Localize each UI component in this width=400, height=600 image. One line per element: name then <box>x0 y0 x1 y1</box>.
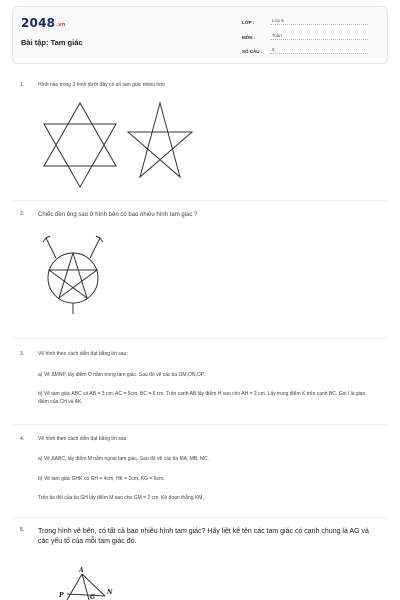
question-text: Chiếc đèn ông sao ở hình bên có bao nhiêu hình tam giác ? <box>38 212 198 218</box>
meta-value: Toán <box>270 33 368 40</box>
separator <box>12 200 388 201</box>
label-a: A <box>79 567 84 574</box>
meta-class <box>242 16 368 25</box>
question-number: 4. <box>20 436 25 442</box>
question-number: 1. <box>20 82 25 88</box>
question-text: Vẽ hình theo cách diễn đạt bằng lời sau: <box>38 351 128 357</box>
label-p: P <box>59 592 64 599</box>
meta-key: MÔN : <box>242 35 256 40</box>
site-logo[interactable] <box>21 16 66 30</box>
question-3-part-a: a) Vẽ ΔMNP, lấy điểm O nằm trong tam giác. Sau đó vẽ các tia OM,ON,OP. <box>38 372 205 378</box>
question-number: 5. <box>20 527 25 533</box>
label-g: G <box>90 594 96 600</box>
worksheet-title: Bài tập: Tam giác <box>21 38 83 47</box>
question-number: 3. <box>20 351 25 357</box>
question-number: 2. <box>20 211 25 217</box>
pentagram-lines <box>128 103 192 177</box>
lantern-circle <box>48 253 98 303</box>
pentagram-figure <box>125 100 195 180</box>
triangle-down <box>44 124 116 187</box>
segment-ap <box>67 574 82 600</box>
question-3-part-b: b) Vẽ tam giác ABC có AB = 3 cm, AC = 5cm, BC = 6 cm. Trên cạnh AB lấy điểm H sao cho AH = 2 cm. Lấy trung điểm K trên cạnh BC. Gọi I là giao điểm của CH và AK. <box>38 391 366 405</box>
meta-key: SỐ CÂU : <box>242 49 263 54</box>
question-text: Vẽ hình theo cách diễn đạt bằng lời sau: <box>38 436 128 442</box>
separator <box>12 424 388 425</box>
logo-main: 2048 <box>21 16 56 30</box>
question-4-part-b: b) Vẽ tam giác GHK có GH = 4cm, HK = 2cm, KG = 5cm. <box>38 476 165 482</box>
meta-count <box>242 45 368 54</box>
logo-tld: .vn <box>56 22 66 28</box>
meta-value: 8 <box>270 47 368 54</box>
star-of-david-figure <box>40 100 120 190</box>
meta-subject <box>242 31 368 40</box>
question-4-part-b-cont: Trên tia đối của tia GH lấy điểm M sao cho GM = 2 cm. Kẻ đoạn thẳng KM. <box>38 495 204 501</box>
star-lantern-figure <box>40 232 106 316</box>
meta-key: LỚP : <box>242 20 255 25</box>
label-n: N <box>107 589 113 596</box>
question-text: Hình nào trong 2 hình dưới đây có số tam giác nhiều hơn <box>38 82 166 88</box>
separator <box>12 517 388 518</box>
question-4-part-a: a) Vẽ ΔABC, lấy điểm M nằm ngoài tam giác. Sau đó vẽ các tia MA, MB, MC. <box>38 456 210 462</box>
triangle-figure <box>55 564 135 600</box>
separator <box>12 338 388 339</box>
meta-value: Lớp 6 <box>270 18 368 25</box>
lantern-left-horn <box>43 236 56 258</box>
lantern-right-horn <box>90 236 103 258</box>
segment-pn <box>67 594 105 596</box>
question-text: Trong hình vẽ bên, có tất cả bao nhiêu hình tam giác? Hãy liệt kê tên các tam giác có cạnh chung là AG và các yếu tố của mỗi tam giác đó. <box>38 528 369 546</box>
triangle-up <box>44 103 116 166</box>
